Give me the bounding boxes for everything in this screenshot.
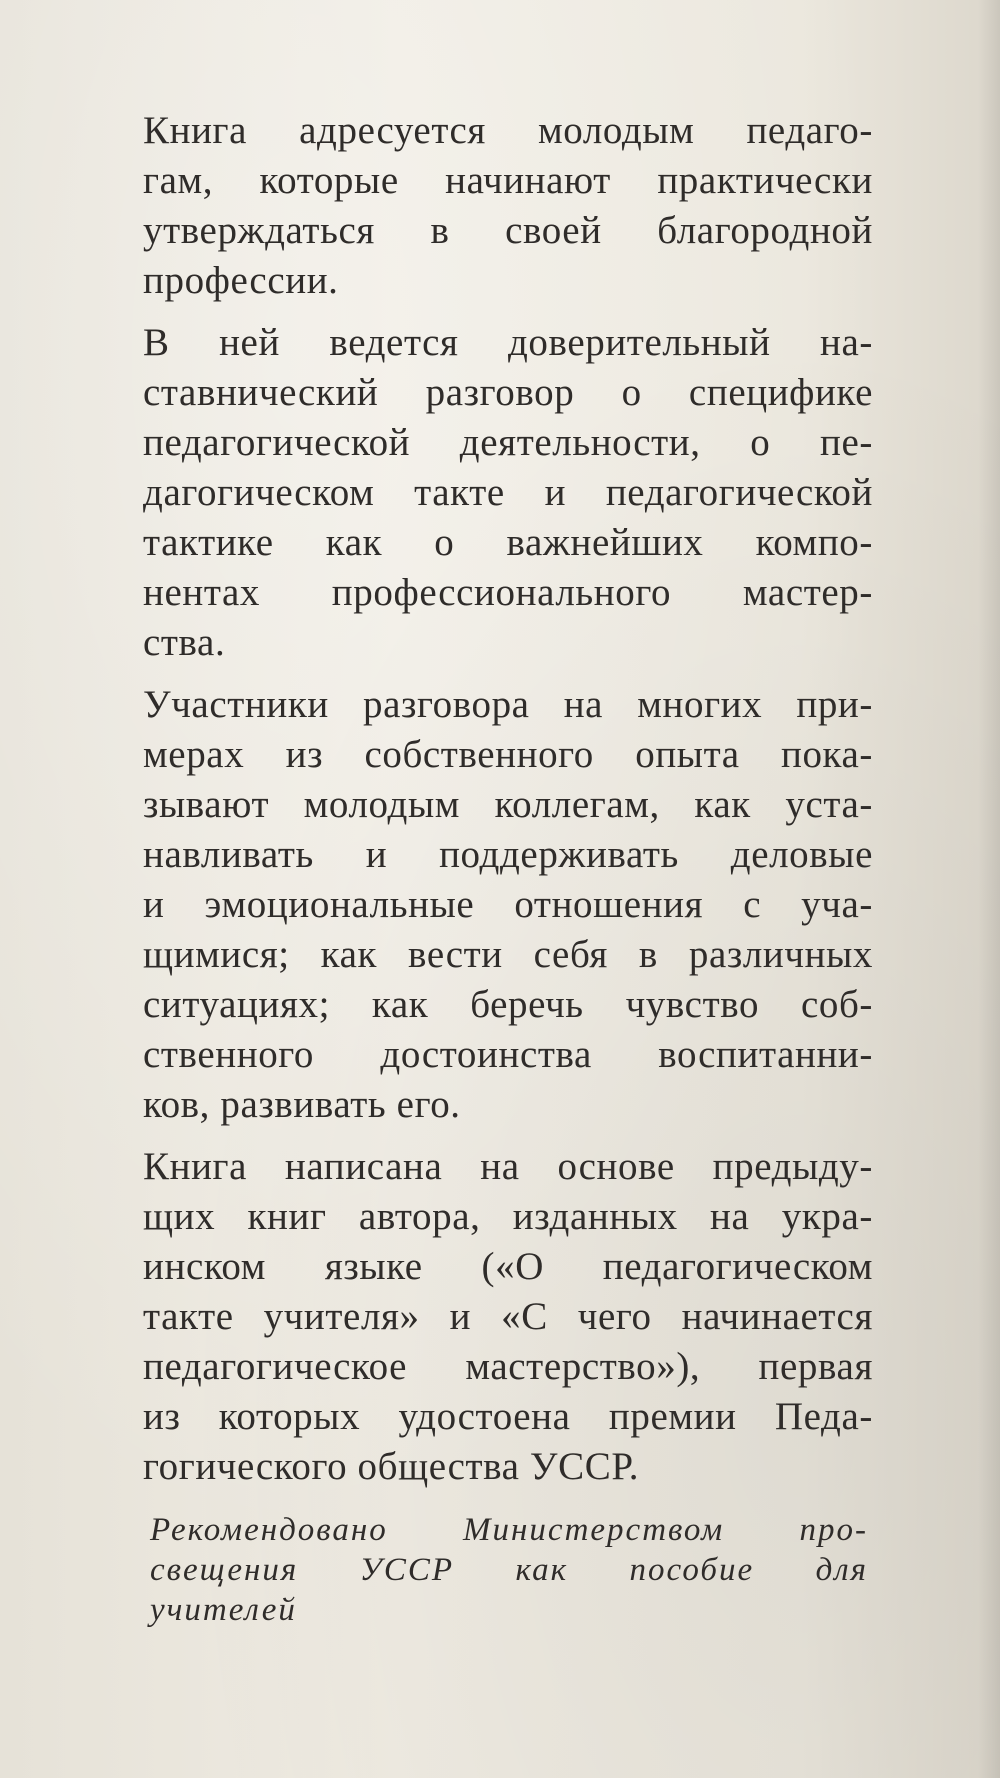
paragraph-content bbox=[143, 318, 873, 668]
text-line: Книга написана на основе предыду- bbox=[143, 1145, 873, 1188]
text-line: навливать и поддерживать деловые bbox=[143, 833, 873, 876]
annotation-text bbox=[143, 106, 873, 1504]
text-line: ственного достоинства воспитанни- bbox=[143, 1033, 873, 1076]
text-line: тактике как о важнейших компо- bbox=[143, 521, 873, 564]
note-line: учителей bbox=[150, 1592, 297, 1628]
text-line: зывают молодым коллегам, как уста- bbox=[143, 783, 873, 826]
text-line: педагогической деятельности, о пе- bbox=[143, 421, 873, 464]
text-line: нентах профессионального мастер- bbox=[143, 571, 873, 614]
page-edge-shadow bbox=[978, 0, 1000, 1778]
text-line: мерах из собственного опыта пока- bbox=[143, 733, 873, 776]
text-line: ков, развивать его. bbox=[143, 1083, 461, 1126]
text-line: из которых удостоена премии Педа- bbox=[143, 1395, 873, 1438]
text-line: ситуациях; как беречь чувство соб- bbox=[143, 983, 873, 1026]
paragraph-participants bbox=[143, 680, 873, 1130]
text-line: Участники разговора на многих при- bbox=[143, 683, 873, 726]
text-line: ства. bbox=[143, 621, 226, 664]
text-line: щимися; как вести себя в различных bbox=[143, 933, 873, 976]
note-line: свещения УССР как пособие для bbox=[150, 1552, 868, 1588]
recommendation-note bbox=[150, 1510, 868, 1630]
note-line: Рекомендовано Министерством про- bbox=[150, 1512, 868, 1548]
text-line: ставнический разговор о специфике bbox=[143, 371, 873, 414]
text-line: Книга адресуется молодым педаго- bbox=[143, 109, 873, 152]
text-line: В ней ведется доверительный на- bbox=[143, 321, 873, 364]
paragraph-audience bbox=[143, 106, 873, 306]
text-line: гогического общества УССР. bbox=[143, 1445, 640, 1488]
text-line: гам, которые начинают практически bbox=[143, 159, 873, 202]
text-line: инском языке («О педагогическом bbox=[143, 1245, 873, 1288]
text-line: утверждаться в своей благородной bbox=[143, 209, 873, 252]
text-line: щих книг автора, изданных на укра- bbox=[143, 1195, 873, 1238]
text-line: и эмоциональные отношения с уча- bbox=[143, 883, 873, 926]
text-line: дагогическом такте и педагогической bbox=[143, 471, 873, 514]
text-line: профессии. bbox=[143, 259, 339, 302]
text-line: такте учителя» и «С чего начинается bbox=[143, 1295, 873, 1338]
paragraph-origin bbox=[143, 1142, 873, 1492]
text-line: педагогическое мастерство»), первая bbox=[143, 1345, 873, 1388]
